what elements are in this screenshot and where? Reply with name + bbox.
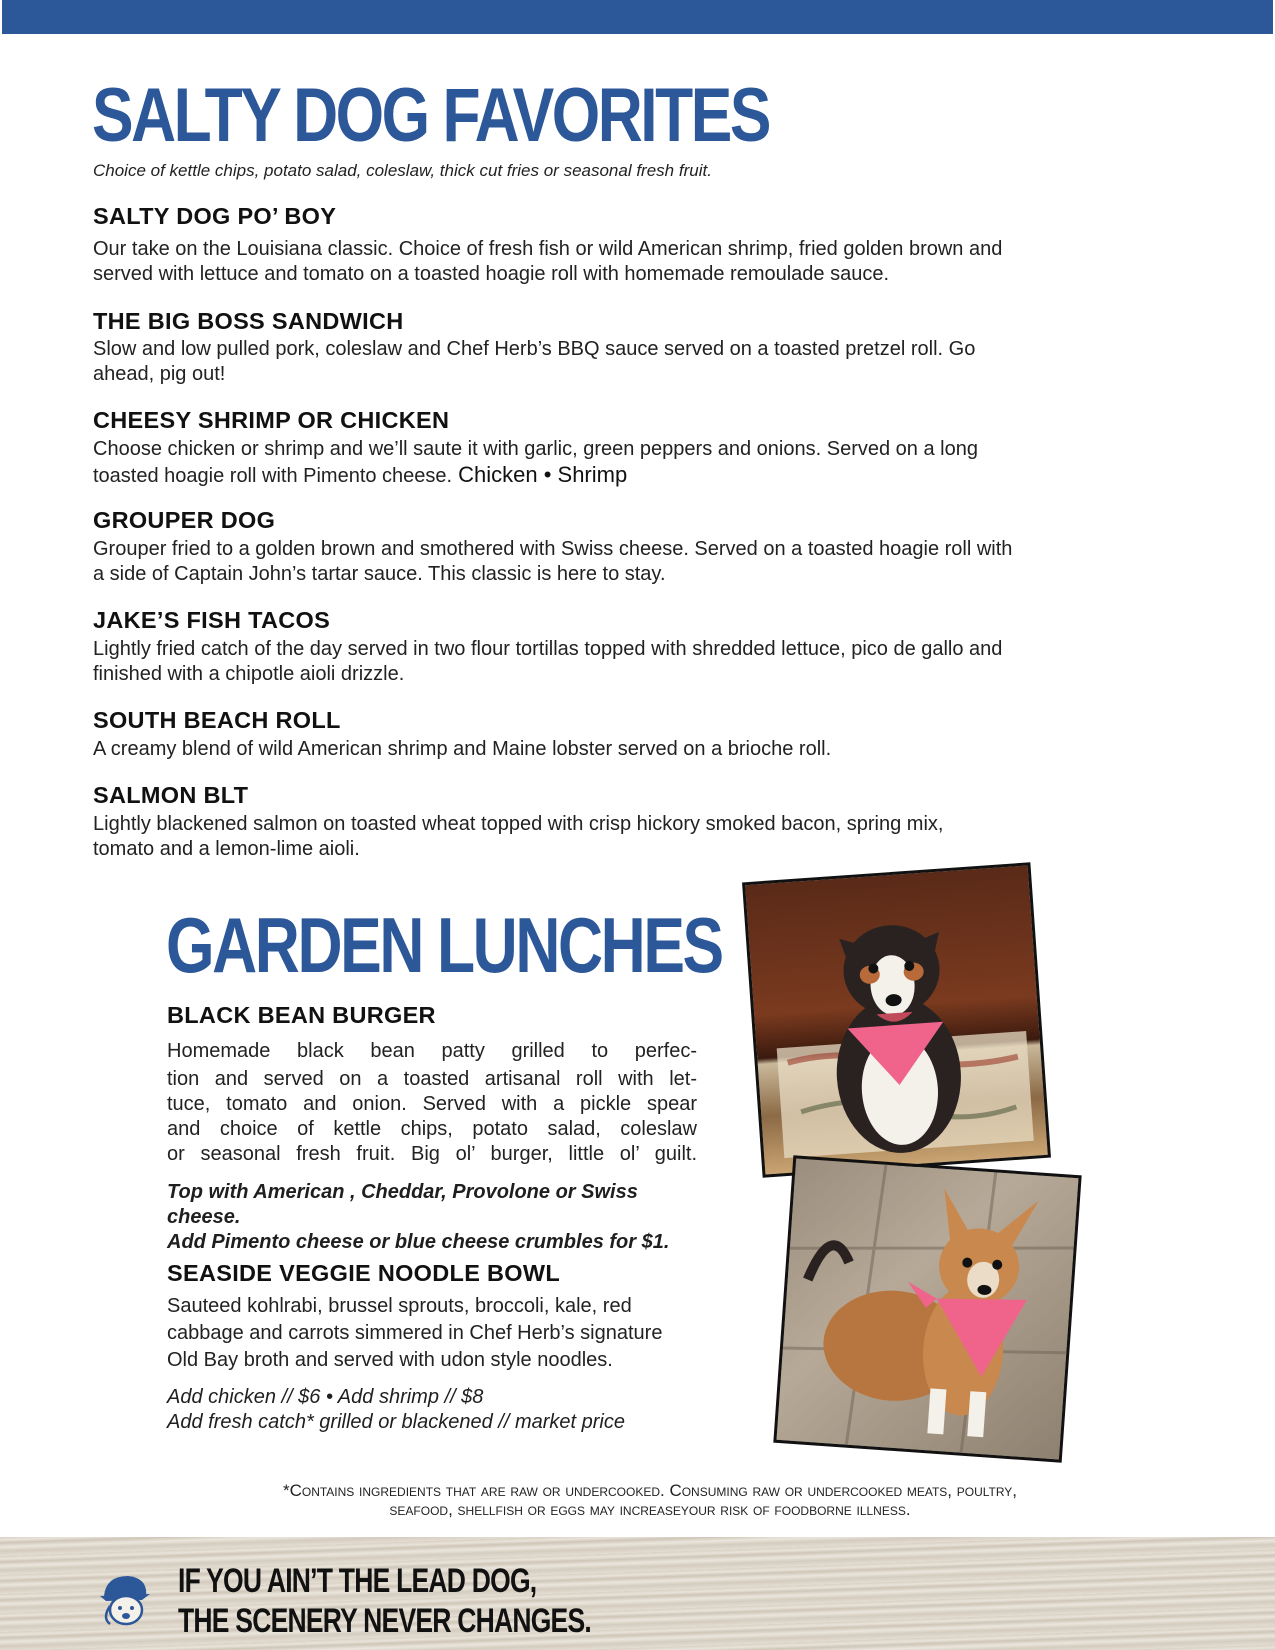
burger-cheese-note xyxy=(167,1180,697,1255)
burger-note-line-2: Add Pimento cheese or blue cheese crumbles for $1. xyxy=(167,1231,670,1253)
bowl-add-line-1: Add chicken // $6 • Add shrimp // $8 xyxy=(167,1386,484,1408)
bowl-add-line-2: Add fresh catch* grilled or blackened // market price xyxy=(167,1411,625,1433)
item-desc-fish-tacos: Lightly fried catch of the day served in two flour tortillas topped with shredded lettuce, pico de gallo and finished with a chipotle aioli drizzle. xyxy=(93,638,1003,685)
dog-logo-icon xyxy=(92,1566,158,1632)
item-desc-grouper-dog: Grouper fried to a golden brown and smothered with Swiss cheese. Served on a toasted hoagie roll with a side of Captain John’s tartar sauce. This classic is here to stay. xyxy=(93,538,1013,585)
disclaimer-line-2: seafood, shellfish or eggs may increaseyour risk of foodborne illness. xyxy=(389,1500,911,1519)
dog-photo-bottom xyxy=(773,1155,1081,1462)
item-title-south-beach-roll: SOUTH BEACH ROLL xyxy=(93,707,341,733)
bowl-add-ons xyxy=(167,1385,697,1435)
dog-illustration-bottom xyxy=(777,1158,1079,1459)
top-color-bar xyxy=(2,0,1273,34)
footer-slogan-line-1: IF YOU AIN’T THE LEAD DOG, xyxy=(178,1562,537,1600)
burger-line: Homemade black bean patty grilled to perfec- xyxy=(167,1040,697,1062)
item-title-black-bean-burger: BLACK BEAN BURGER xyxy=(167,1002,436,1028)
section-heading-garden-lunches: GARDEN LUNCHES xyxy=(166,901,722,989)
item-title-salmon-blt: SALMON BLT xyxy=(93,782,249,808)
section-subtitle: Choice of kettle chips, potato salad, coleslaw, thick cut fries or seasonal fresh fruit. xyxy=(93,161,712,180)
dog-illustration-top xyxy=(745,865,1048,1174)
item-desc-big-boss: Slow and low pulled pork, coleslaw and Chef Herb’s BBQ sauce served on a toasted pretzel roll. Go ahead, pig out! xyxy=(93,338,976,385)
item-title-big-boss: THE BIG BOSS SANDWICH xyxy=(93,308,404,334)
burger-line: tion and served on a toasted artisanal roll with let- xyxy=(167,1068,697,1090)
item-title-veggie-noodle-bowl: SEASIDE VEGGIE NOODLE BOWL xyxy=(167,1260,560,1286)
item-desc-south-beach-roll: A creamy blend of wild American shrimp and Maine lobster served on a brioche roll. xyxy=(93,738,832,760)
item-desc-salmon-blt: Lightly blackened salmon on toasted wheat topped with crisp hickory smoked bacon, spring mix, tomato and a lemon-lime aioli. xyxy=(93,813,944,860)
item-title-po-boy: SALTY DOG PO’ BOY xyxy=(93,203,337,229)
item-title-fish-tacos: JAKE’S FISH TACOS xyxy=(93,607,331,633)
item-desc-veggie-noodle-bowl: Sauteed kohlrabi, brussel sprouts, broccoli, kale, red cabbage and carrots simmered in Chef Herb’s signature Old Bay broth and served with udon style noodles. xyxy=(167,1295,663,1371)
item-desc-cheesy-shrimp xyxy=(93,437,1043,489)
dog-photo-top xyxy=(742,862,1051,1177)
burger-line: or seasonal fresh fruit. Big ol’ burger, little ol’ guilt. xyxy=(167,1143,697,1165)
burger-line: tuce, tomato and onion. Served with a pickle spear xyxy=(167,1093,697,1115)
item-desc-cheesy-shrimp-text: Choose chicken or shrimp and we’ll saute it with garlic, green peppers and onions. Served on a long toasted hoagie roll with Pimento cheese. xyxy=(93,438,978,487)
item-options-chicken-shrimp: Chicken • Shrimp xyxy=(458,462,628,487)
section-heading-salty-dog-favorites: SALTY DOG FAVORITES xyxy=(92,73,769,158)
item-desc-black-bean-burger xyxy=(167,1035,697,1167)
item-title-cheesy-shrimp: CHEESY SHRIMP OR CHICKEN xyxy=(93,407,450,433)
raw-food-disclaimer xyxy=(150,1481,1150,1519)
footer-slogan-line-2: THE SCENERY NEVER CHANGES. xyxy=(178,1602,591,1640)
item-title-grouper-dog: GROUPER DOG xyxy=(93,507,276,533)
burger-note-line-1: Top with American , Cheddar, Provolone or Swiss cheese. xyxy=(167,1181,638,1228)
item-desc-po-boy: Our take on the Louisiana classic. Choice of fresh fish or wild American shrimp, fried golden brown and served with lettuce and tomato on a toasted hoagie roll with homemade remoulade sauce. xyxy=(93,238,1003,285)
burger-line: and choice of kettle chips, potato salad, coleslaw xyxy=(167,1118,697,1140)
disclaimer-line-1: *Contains ingredients that are raw or undercooked. Consuming raw or undercooked meats, poultry, xyxy=(282,1481,1018,1500)
